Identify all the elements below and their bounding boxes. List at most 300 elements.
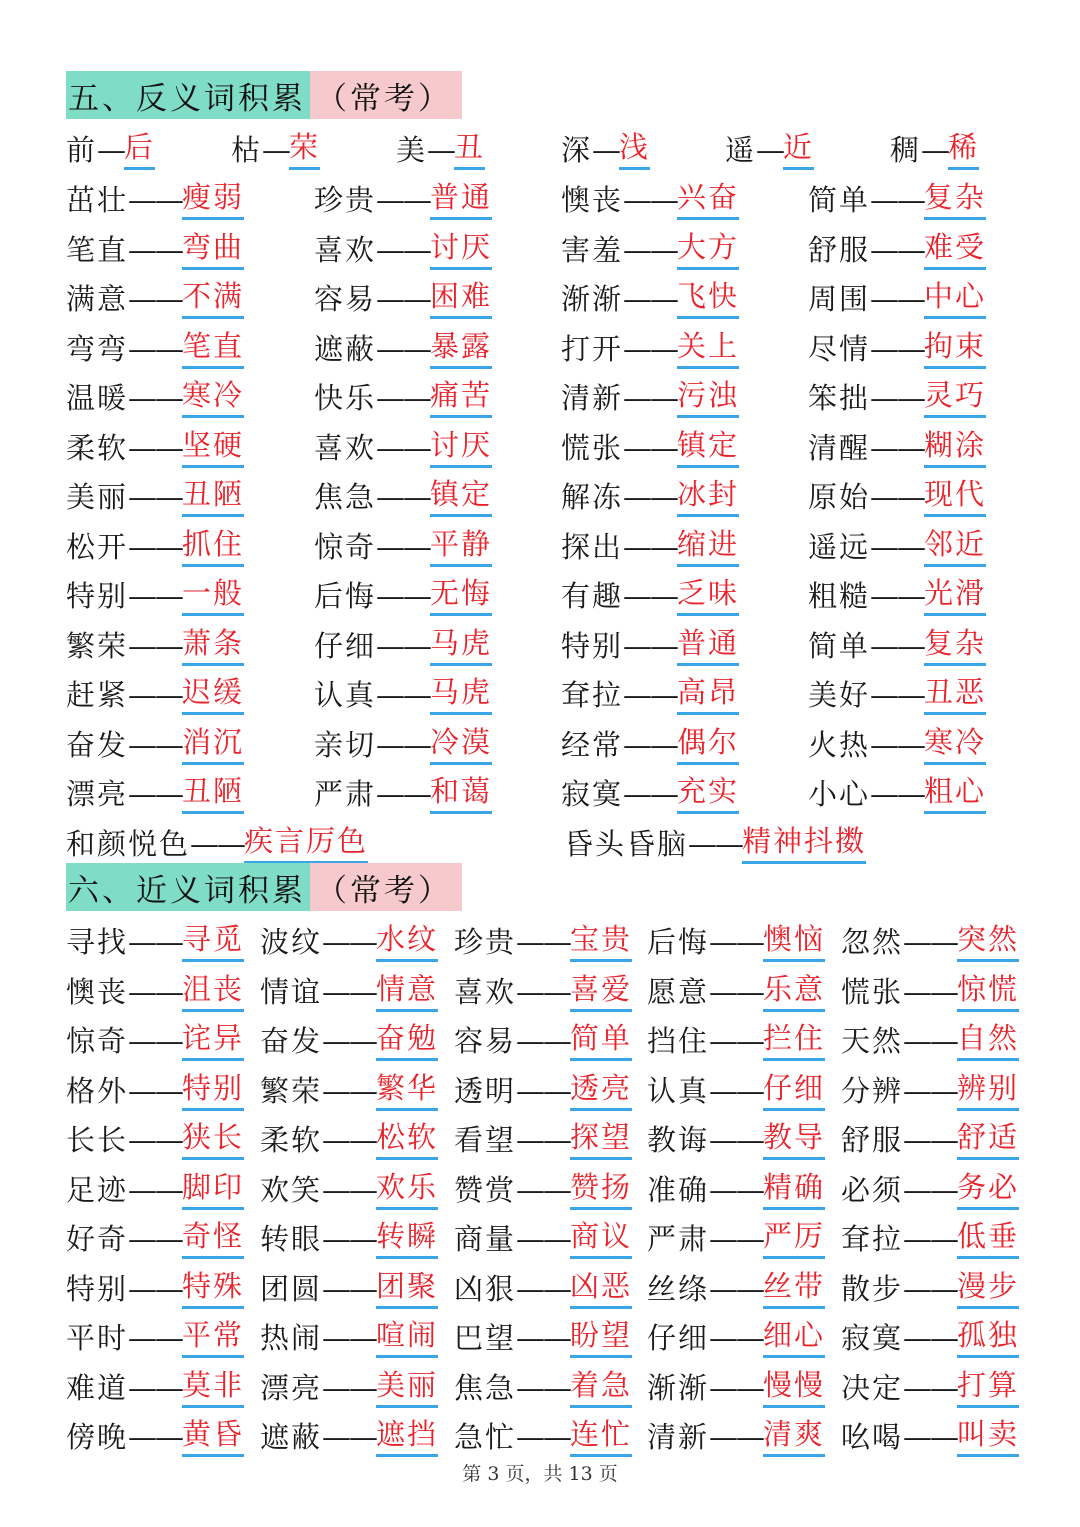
answer-word: 着急 <box>570 1365 632 1408</box>
word: 寻找 <box>66 925 129 959</box>
answer-word: 消沉 <box>182 722 244 765</box>
answer-word: 乐意 <box>763 969 825 1012</box>
word: 尽情 <box>808 331 871 366</box>
answer-word: 普通 <box>677 623 739 666</box>
word-pair <box>66 372 244 418</box>
answer-word: 打算 <box>957 1365 1019 1408</box>
answer-word: 精神抖擞 <box>742 821 866 864</box>
word: 粗糙 <box>808 579 871 613</box>
word: 惊奇 <box>66 1024 129 1058</box>
dash: —— <box>376 183 431 217</box>
word-pair <box>561 669 739 715</box>
answer-word: 普通 <box>430 177 492 220</box>
answer-word: 无悔 <box>430 573 492 616</box>
dash: —— <box>376 678 431 712</box>
dash: —— <box>623 579 678 613</box>
dash: —— <box>376 579 431 613</box>
antonym-row <box>0 372 1080 418</box>
answer-word: 笔直 <box>182 326 244 369</box>
word: 渐渐 <box>561 282 624 316</box>
word: 准确 <box>647 1172 710 1207</box>
answer-word: 特殊 <box>182 1266 244 1309</box>
dash: —— <box>870 777 925 811</box>
word: 傍晚 <box>66 1420 129 1454</box>
dash: —— <box>128 1271 183 1306</box>
answer-word: 清爽 <box>763 1414 825 1457</box>
word: 柔软 <box>260 1123 323 1157</box>
dash: —— <box>870 183 925 217</box>
word-pair <box>66 422 244 468</box>
word: 探出 <box>561 529 624 564</box>
word: 满意 <box>66 282 129 316</box>
dash: —— <box>903 974 958 1009</box>
word: 美 <box>396 133 428 167</box>
answer-word: 马虎 <box>430 623 492 666</box>
word: 挡住 <box>647 1024 710 1058</box>
dash: —— <box>709 1420 764 1454</box>
answer-word: 惊慌 <box>957 969 1019 1012</box>
word: 经常 <box>561 727 624 762</box>
word: 温暖 <box>66 381 129 415</box>
answer-word: 复杂 <box>924 623 986 666</box>
word: 寂寞 <box>841 1321 904 1355</box>
answer-word: 坚硬 <box>182 425 244 468</box>
antonym-row <box>0 768 1080 814</box>
dash: —— <box>376 727 431 762</box>
word-pair <box>66 273 244 319</box>
dash: —— <box>128 331 183 366</box>
answer-word: 辨别 <box>957 1068 1019 1111</box>
dash: —— <box>128 282 183 316</box>
word-pair <box>314 273 492 319</box>
answer-word: 丑陋 <box>182 474 244 517</box>
antonym-row <box>0 273 1080 319</box>
word-pair <box>841 966 1019 1012</box>
word: 枯 <box>231 133 263 167</box>
antonym-row <box>0 174 1080 220</box>
word: 喜欢 <box>454 974 517 1009</box>
answer-word: 精确 <box>763 1167 825 1210</box>
answer-word: 情意 <box>376 969 438 1012</box>
word: 前 <box>66 133 98 167</box>
word: 清醒 <box>808 430 871 465</box>
dash: —— <box>516 925 571 959</box>
word-pair <box>647 1164 825 1210</box>
word: 遮蔽 <box>314 331 377 366</box>
word-pair <box>260 966 438 1012</box>
dash: —— <box>128 974 183 1009</box>
word-pair <box>841 1263 1019 1309</box>
answer-word: 难受 <box>924 227 986 270</box>
word: 耷拉 <box>561 678 624 712</box>
dash: —— <box>709 1370 764 1405</box>
dash: —— <box>623 183 678 217</box>
answer-word: 冰封 <box>677 474 739 517</box>
answer-word: 灵巧 <box>924 375 986 418</box>
dash: —— <box>128 183 183 217</box>
word-pair <box>314 174 492 220</box>
word: 珍贵 <box>314 183 377 217</box>
word-pair <box>841 1065 1019 1111</box>
answer-word: 突然 <box>957 919 1019 962</box>
answer-word: 飞快 <box>677 276 739 319</box>
word: 小心 <box>808 777 871 811</box>
word: 长长 <box>66 1123 129 1157</box>
word-pair <box>561 273 739 319</box>
answer-word: 转瞬 <box>376 1216 438 1259</box>
word: 遮蔽 <box>260 1420 323 1454</box>
dash: —— <box>516 1271 571 1306</box>
synonym-row <box>0 1312 1080 1358</box>
word-pair <box>314 768 492 814</box>
word: 火热 <box>808 727 871 762</box>
answer-word: 莫非 <box>182 1365 244 1408</box>
word: 清新 <box>647 1420 710 1454</box>
dash: —— <box>623 381 678 415</box>
answer-word: 马虎 <box>430 672 492 715</box>
word: 透明 <box>454 1073 517 1108</box>
answer-word: 欢乐 <box>376 1167 438 1210</box>
dash: —— <box>516 1123 571 1157</box>
word-pair <box>647 916 825 962</box>
word: 后悔 <box>314 579 377 613</box>
dash: —— <box>516 1024 571 1058</box>
dash: —— <box>709 974 764 1009</box>
synonym-row <box>0 1213 1080 1259</box>
dash: —— <box>870 678 925 712</box>
answer-word: 懊恼 <box>763 919 825 962</box>
answer-word: 弯曲 <box>182 227 244 270</box>
dash: —— <box>128 232 183 267</box>
dash: —— <box>903 1271 958 1306</box>
answer-word: 抓住 <box>182 524 244 567</box>
word-pair <box>260 1263 438 1309</box>
word-pair <box>808 620 986 666</box>
answer-word: 讨厌 <box>430 425 492 468</box>
dash: —— <box>516 1073 571 1108</box>
answer-word: 粗心 <box>924 771 986 814</box>
word-pair <box>314 669 492 715</box>
word: 忽然 <box>841 925 904 959</box>
answer-word: 沮丧 <box>182 969 244 1012</box>
dash: —— <box>376 381 431 415</box>
word-pair <box>66 124 155 170</box>
word-pair <box>66 1015 244 1061</box>
word: 喜欢 <box>314 232 377 267</box>
word-pair <box>314 521 492 567</box>
dash: —— <box>870 232 925 267</box>
word: 丝绦 <box>647 1271 710 1306</box>
word-pair <box>808 570 986 616</box>
answer-word: 瘦弱 <box>182 177 244 220</box>
answer-word: 不满 <box>182 276 244 319</box>
dash: —— <box>709 1271 764 1306</box>
word: 仔细 <box>314 628 377 663</box>
answer-word: 舒适 <box>957 1117 1019 1160</box>
word: 珍贵 <box>454 925 517 959</box>
word-pair <box>841 1164 1019 1210</box>
word-pair <box>647 1065 825 1111</box>
dash: —— <box>128 430 183 465</box>
antonym-row <box>0 471 1080 517</box>
word: 舒服 <box>808 232 871 267</box>
word-pair <box>66 620 244 666</box>
word: 凶狠 <box>454 1271 517 1306</box>
dash: —— <box>322 1370 377 1405</box>
word: 繁荣 <box>66 628 129 663</box>
word: 和颜悦色 <box>66 827 191 861</box>
answer-word: 和蔼 <box>430 771 492 814</box>
section-title: 五、反义词积累 <box>66 71 310 119</box>
dash: —— <box>623 727 678 762</box>
synonym-row <box>0 1263 1080 1309</box>
answer-word: 黄昏 <box>182 1414 244 1457</box>
antonym-row <box>0 570 1080 616</box>
dash: —— <box>376 628 431 663</box>
answer-word: 奋勉 <box>376 1018 438 1061</box>
word: 漂亮 <box>260 1370 323 1405</box>
dash: —— <box>516 1420 571 1454</box>
word-pair <box>808 669 986 715</box>
word-pair <box>231 124 320 170</box>
word: 弯弯 <box>66 331 129 366</box>
word: 分辨 <box>841 1073 904 1108</box>
dash: —— <box>516 1321 571 1355</box>
answer-word: 疾言厉色 <box>244 821 368 864</box>
dash: — <box>97 133 125 167</box>
word: 懊丧 <box>66 974 129 1009</box>
word: 欢笑 <box>260 1172 323 1207</box>
word: 严肃 <box>647 1222 710 1256</box>
dash: —— <box>376 232 431 267</box>
word: 容易 <box>454 1024 517 1058</box>
dash: —— <box>190 827 245 861</box>
synonym-row <box>0 1411 1080 1457</box>
answer-word: 拦住 <box>763 1018 825 1061</box>
word-pair <box>841 1411 1019 1457</box>
word-pair <box>396 124 485 170</box>
word-pair <box>454 1213 632 1259</box>
answer-word: 糊涂 <box>924 425 986 468</box>
word-pair <box>66 719 244 765</box>
word-pair <box>314 570 492 616</box>
dash: —— <box>688 827 743 861</box>
word: 巴望 <box>454 1321 517 1355</box>
word-pair <box>454 1164 632 1210</box>
word: 打开 <box>561 331 624 366</box>
answer-word: 浅 <box>619 127 650 170</box>
word-pair <box>66 224 244 270</box>
answer-word: 兴奋 <box>677 177 739 220</box>
word: 严肃 <box>314 777 377 811</box>
answer-word: 困难 <box>430 276 492 319</box>
word: 平时 <box>66 1321 129 1355</box>
word-pair <box>647 1362 825 1408</box>
answer-word: 镇定 <box>677 425 739 468</box>
dash: —— <box>128 777 183 811</box>
antonym-section-header <box>66 71 462 119</box>
dash: —— <box>903 1222 958 1256</box>
word-pair <box>66 1065 244 1111</box>
word: 周围 <box>808 282 871 316</box>
word-pair <box>454 1015 632 1061</box>
synonym-section-header <box>66 863 462 911</box>
page-number: 第 3 页，共 13 页 <box>462 1463 618 1485</box>
word-pair <box>841 1114 1019 1160</box>
word: 仔细 <box>647 1321 710 1355</box>
word: 慌张 <box>561 430 624 465</box>
word-pair <box>66 521 244 567</box>
answer-word: 拘束 <box>924 326 986 369</box>
dash: —— <box>322 1073 377 1108</box>
answer-word: 稀 <box>948 127 979 170</box>
word-pair <box>66 916 244 962</box>
dash: —— <box>376 282 431 316</box>
word-pair <box>808 224 986 270</box>
word: 难道 <box>66 1370 129 1405</box>
answer-word: 孤独 <box>957 1315 1019 1358</box>
word-pair <box>561 521 739 567</box>
answer-word: 高昂 <box>677 672 739 715</box>
antonym-single-row <box>0 124 1080 170</box>
answer-word: 狭长 <box>182 1117 244 1160</box>
word: 快乐 <box>314 381 377 415</box>
answer-word: 仔细 <box>763 1068 825 1111</box>
word: 喜欢 <box>314 430 377 465</box>
word: 惊奇 <box>314 529 377 564</box>
word: 美丽 <box>66 480 129 514</box>
word-pair <box>260 1114 438 1160</box>
word: 赞赏 <box>454 1172 517 1207</box>
word: 昏头昏脑 <box>564 827 689 861</box>
word-pair <box>314 224 492 270</box>
word-pair <box>454 1411 632 1457</box>
dash: —— <box>128 480 183 514</box>
word-pair <box>561 422 739 468</box>
answer-word: 萧条 <box>182 623 244 666</box>
dash: —— <box>870 430 925 465</box>
dash: —— <box>516 1172 571 1207</box>
answer-word: 教导 <box>763 1117 825 1160</box>
word-pair <box>66 818 368 864</box>
word: 波纹 <box>260 925 323 959</box>
antonym-row <box>0 422 1080 468</box>
word-pair <box>66 174 244 220</box>
dash: —— <box>870 381 925 415</box>
dash: —— <box>322 1123 377 1157</box>
word-pair <box>808 768 986 814</box>
answer-word: 透亮 <box>570 1068 632 1111</box>
answer-word: 宝贵 <box>570 919 632 962</box>
answer-word: 迟缓 <box>182 672 244 715</box>
word: 看望 <box>454 1123 517 1157</box>
antonym-row <box>0 669 1080 715</box>
answer-word: 光滑 <box>924 573 986 616</box>
word: 赶紧 <box>66 678 129 712</box>
word-pair <box>314 620 492 666</box>
answer-word: 脚印 <box>182 1167 244 1210</box>
word-pair <box>454 1065 632 1111</box>
dash: —— <box>128 1073 183 1108</box>
word-pair <box>841 1312 1019 1358</box>
word-pair <box>841 1015 1019 1061</box>
word: 有趣 <box>561 579 624 613</box>
dash: —— <box>322 974 377 1009</box>
dash: —— <box>870 480 925 514</box>
dash: —— <box>623 480 678 514</box>
answer-word: 慢慢 <box>763 1365 825 1408</box>
word: 决定 <box>841 1370 904 1405</box>
dash: —— <box>322 1420 377 1454</box>
word: 教诲 <box>647 1123 710 1157</box>
word: 亲切 <box>314 727 377 762</box>
answer-word: 连忙 <box>570 1414 632 1457</box>
answer-word: 邻近 <box>924 524 986 567</box>
word: 特别 <box>66 1271 129 1306</box>
dash: —— <box>709 1222 764 1256</box>
dash: —— <box>128 1222 183 1256</box>
word: 松开 <box>66 529 129 564</box>
word-pair <box>841 1213 1019 1259</box>
dash: —— <box>516 974 571 1009</box>
word-pair <box>561 768 739 814</box>
word: 懊丧 <box>561 183 624 217</box>
word: 简单 <box>808 628 871 663</box>
word-pair <box>647 1015 825 1061</box>
answer-word: 中心 <box>924 276 986 319</box>
word-pair <box>66 669 244 715</box>
answer-word: 丝带 <box>763 1266 825 1309</box>
word-pair <box>454 1362 632 1408</box>
word-pair <box>725 124 814 170</box>
synonym-row <box>0 1114 1080 1160</box>
dash: —— <box>870 282 925 316</box>
word-pair <box>260 1213 438 1259</box>
word-pair <box>66 966 244 1012</box>
answer-word: 水纹 <box>376 919 438 962</box>
answer-word: 平静 <box>430 524 492 567</box>
answer-word: 美丽 <box>376 1365 438 1408</box>
word: 害羞 <box>561 232 624 267</box>
word-pair <box>314 719 492 765</box>
dash: —— <box>128 678 183 712</box>
word-pair <box>647 1312 825 1358</box>
dash: —— <box>709 925 764 959</box>
word-pair <box>314 422 492 468</box>
word-pair <box>66 471 244 517</box>
word-pair <box>561 174 739 220</box>
word: 焦急 <box>314 480 377 514</box>
word-pair <box>561 620 739 666</box>
word: 稠 <box>890 133 922 167</box>
dash: —— <box>516 1370 571 1405</box>
antonym-row <box>0 719 1080 765</box>
answer-word: 暴露 <box>430 326 492 369</box>
dash: —— <box>903 1024 958 1058</box>
dash: —— <box>623 232 678 267</box>
word: 散步 <box>841 1271 904 1306</box>
word: 天然 <box>841 1024 904 1058</box>
word-pair <box>808 273 986 319</box>
answer-word: 丑恶 <box>924 672 986 715</box>
word: 急忙 <box>454 1420 517 1454</box>
dash: —— <box>870 579 925 613</box>
answer-word: 寒冷 <box>924 722 986 765</box>
word-pair <box>260 1164 438 1210</box>
answer-word: 严厉 <box>763 1216 825 1259</box>
dash: —— <box>623 628 678 663</box>
dash: —— <box>128 628 183 663</box>
